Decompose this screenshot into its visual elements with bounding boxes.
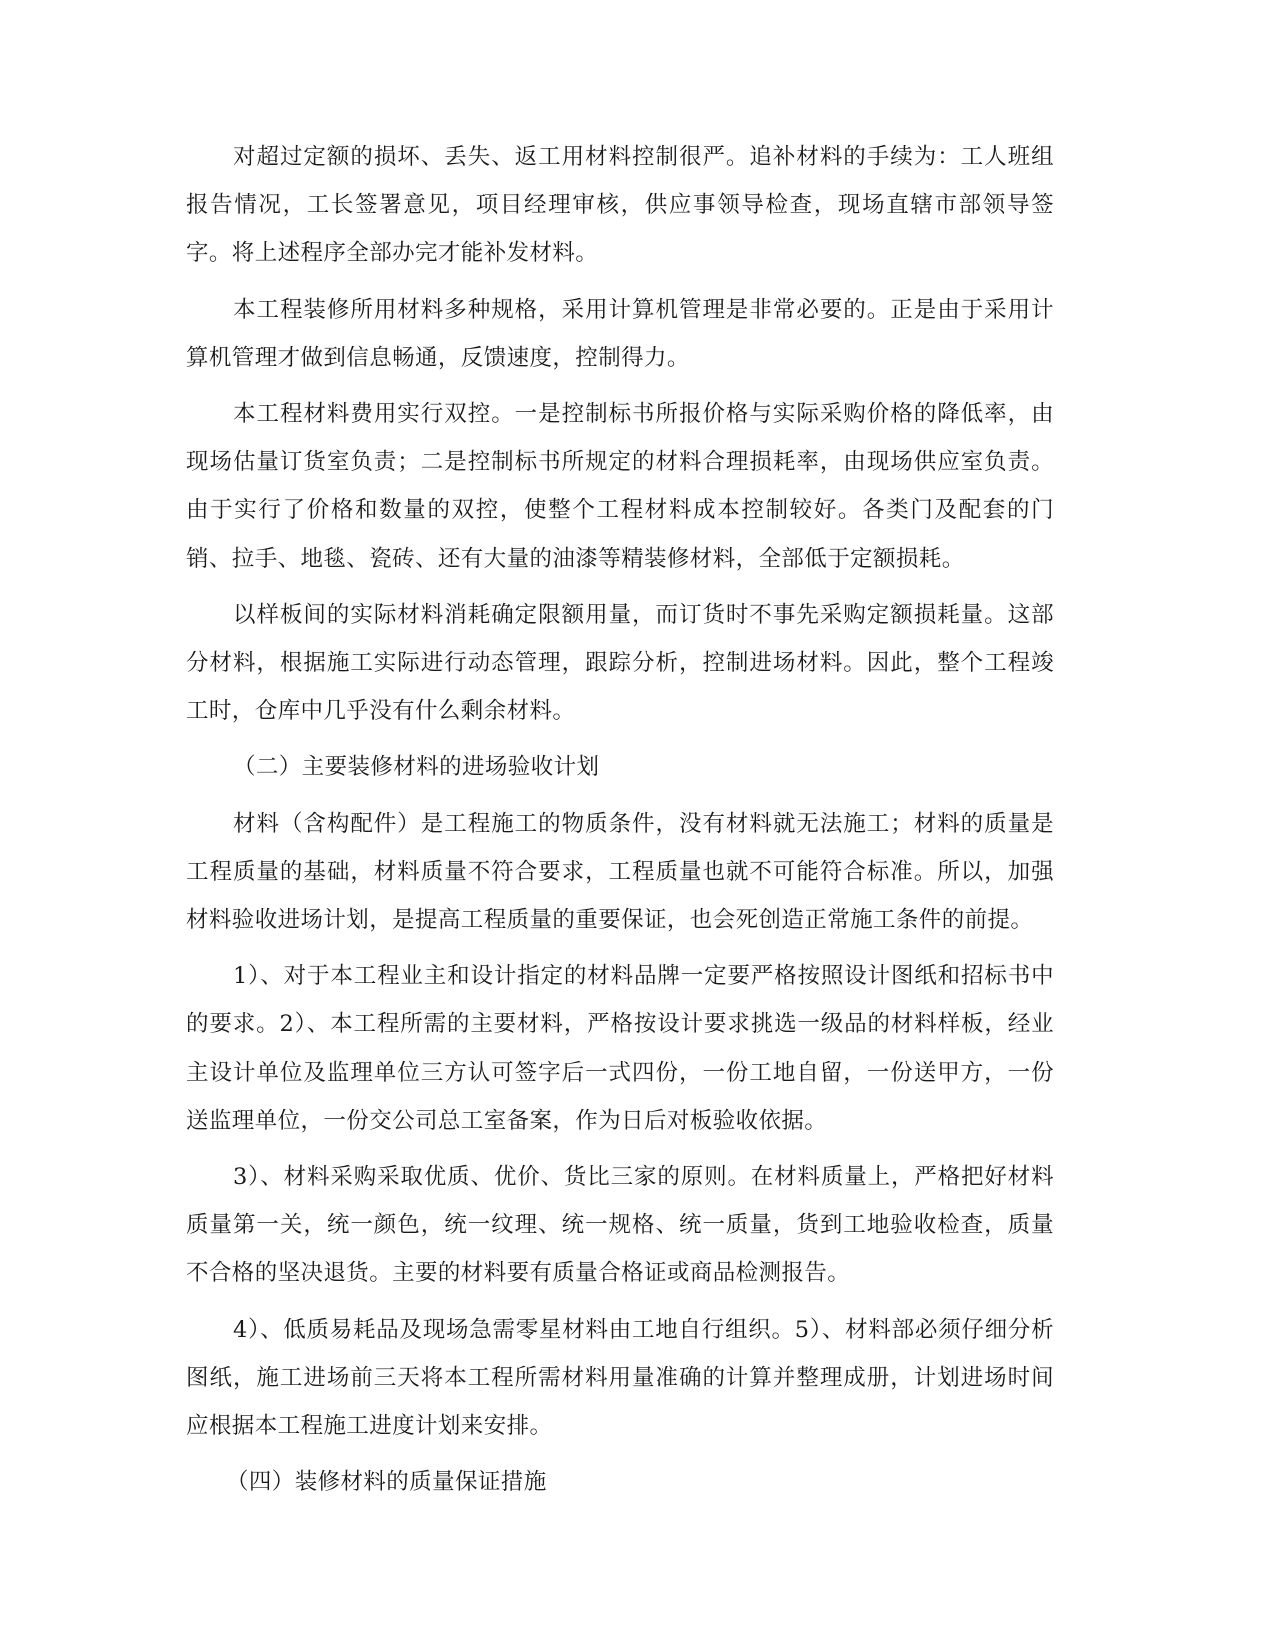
document-body	[186, 133, 1054, 1514]
paragraph-item-1-2: 1）、对于本工程业主和设计指定的材料品牌一定要严格按照设计图纸和招标书中的要求。2）、本工程所需的主要材料，严格按设计要求挑选一级品的材料样板，经业主设计单位及监理单位三方认可签字后一式四份，一份工地自留，一份送甲方，一份送监理单位，一份交公司总工室备案，作为日后对板验收依据。	[186, 963, 1054, 1134]
paragraph-dual-control: 本工程材料费用实行双控。一是控制标书所报价格与实际采购价格的降低率，由现场估量订货室负责；二是控制标书所规定的材料合理损耗率，由现场供应室负责。由于实行了价格和数量的双控，使整个工程材料成本控制较好。各类门及配套的门销、拉手、地毯、瓷砖、还有大量的油漆等精装修材料，全部低于定额损耗。	[186, 401, 1054, 572]
section-heading-acceptance-plan: （二）主要装修材料的进场验收计划	[233, 754, 600, 781]
paragraph-item-4-5: 4）、低质易耗品及现场急需零星材料由工地自行组织。5）、材料部必须仔细分析图纸，施工进场前三天将本工程所需材料用量准确的计算并整理成册，计划进场时间应根据本工程施工进度计划来安排。	[186, 1316, 1054, 1440]
paragraph-sample-room-quota: 以样板间的实际材料消耗确定限额用量，而订货时不事先采购定额损耗量。这部分材料，根据施工实际进行动态管理，跟踪分析，控制进场材料。因此，整个工程竣工时，仓库中几乎没有什么剩余材料。	[186, 601, 1054, 725]
paragraph-material-importance: 材料（含构配件）是工程施工的物质条件，没有材料就无法施工；材料的质量是工程质量的基础，材料质量不符合要求，工程质量也就不可能符合标准。所以，加强材料验收进场计划，是提高工程质量的重要保证，也会死创造正常施工条件的前提。	[186, 810, 1054, 934]
section-heading-quality-measures: （四）装修材料的质量保证措施	[226, 1469, 547, 1496]
paragraph-item-3: 3）、材料采购采取优质、优价、货比三家的原则。在材料质量上，严格把好材料质量第一关，统一颜色，统一纹理、统一规格、统一质量，货到工地验收检查，质量不合格的坚决退货。主要的材料要有质量合格证或商品检测报告。	[186, 1164, 1054, 1287]
paragraph-extra-material-procedure: 对超过定额的损坏、丢失、返工用材料控制很严。追补材料的手续为：工人班组报告情况，工长签署意见，项目经理审核，供应事领导检查，现场直辖市部领导签字。将上述程序全部办完才能补发材料。	[186, 144, 1054, 267]
paragraph-computer-management: 本工程装修所用材料多种规格，采用计算机管理是非常必要的。正是由于采用计算机管理才做到信息畅通，反馈速度，控制得力。	[186, 296, 1054, 371]
